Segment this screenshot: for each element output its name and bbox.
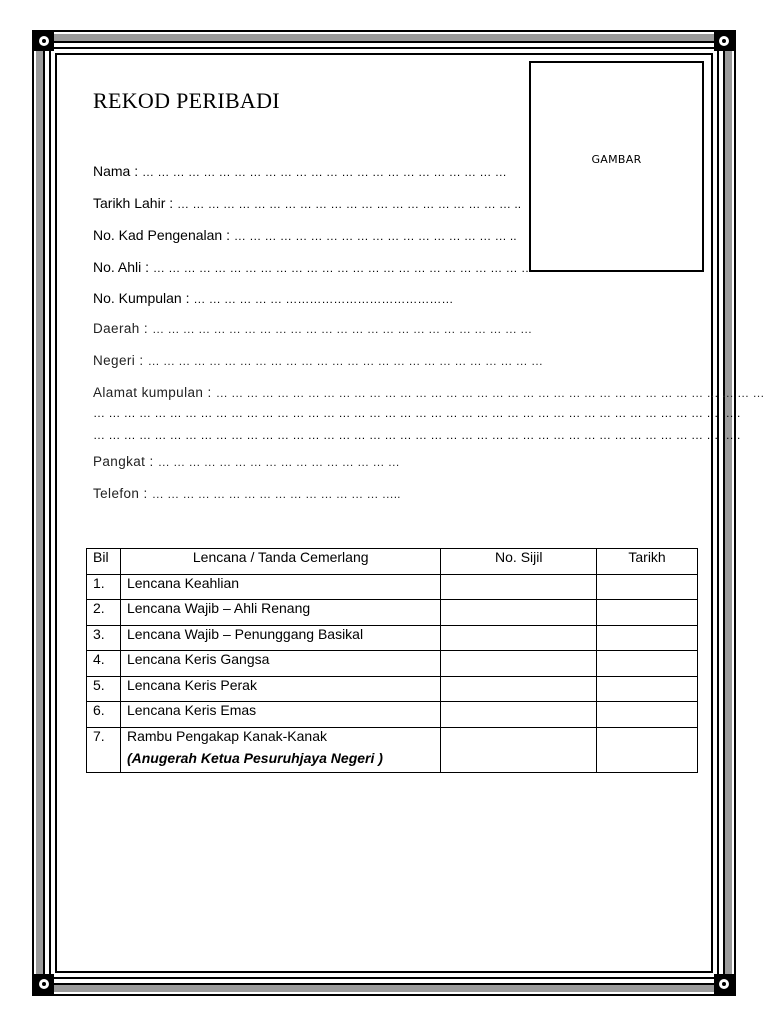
- field-pangkat: [93, 454, 400, 469]
- field-dots: … … … … … … … … … … … … … … … …..: [151, 487, 401, 501]
- field-label: Negeri :: [93, 353, 144, 368]
- row-badge-name: Lencana Wajib – Ahli Renang: [120, 600, 440, 626]
- row-bil: 4.: [87, 651, 121, 677]
- field-telefon: [93, 486, 400, 501]
- page-title: REKOD PERIBADI: [93, 88, 280, 113]
- row-badge-name: Lencana Keris Perak: [120, 676, 440, 702]
- field-dots: … … … … … … … … … … … … … … … … … … ..: [233, 229, 517, 243]
- table-row: [87, 600, 698, 626]
- table-row: [87, 727, 698, 772]
- row-cert-no-cell: [441, 574, 597, 600]
- field-label: Nama :: [93, 163, 139, 179]
- row-bil: 7.: [87, 727, 121, 772]
- field-no-ahli: [93, 259, 533, 275]
- address-line-2: … … … … … … … … … … … … … … … … … … … … … … … … … … … … … … … … … … … … … … … … … … .: [93, 406, 741, 420]
- table-header-row: [87, 549, 698, 575]
- row-date-cell: [597, 702, 698, 728]
- field-tarikh-lahir: [93, 195, 521, 211]
- field-dots: … … … … … … … … … … … … … … … … … … … … … … ..: [177, 197, 522, 211]
- corner-ornament-icon: [714, 31, 734, 51]
- corner-ornament-icon: [714, 974, 734, 994]
- table-row: [87, 702, 698, 728]
- field-dots: … … … … … … … … … … … … … … … … … … … … … … … … … … … … … … … … … … … …: [215, 386, 765, 400]
- field-label: Daerah :: [93, 321, 148, 336]
- field-no-kumpulan: [93, 290, 453, 306]
- row-cert-no-cell: [441, 727, 597, 772]
- row-bil: 1.: [87, 574, 121, 600]
- field-label: Pangkat :: [93, 454, 154, 469]
- field-dots: … … … … … … ……………………………………: [193, 292, 454, 306]
- corner-ornament-icon: [34, 31, 54, 51]
- column-header-bil: Bil: [87, 549, 121, 575]
- field-dots: … … … … … … … … … … … … … … … … … … … … … … … … …: [152, 261, 533, 275]
- table-row: [87, 651, 698, 677]
- field-negeri: [93, 353, 543, 368]
- row-bil: 3.: [87, 625, 121, 651]
- row-badge-name-cell: [120, 727, 440, 772]
- row-badge-name: Lencana Keris Gangsa: [120, 651, 440, 677]
- row-date-cell: [597, 600, 698, 626]
- photo-label: GAMBAR: [591, 153, 642, 166]
- row-badge-name: Rambu Pengakap Kanak-Kanak: [126, 727, 328, 744]
- field-dots: … … … … … … … … … … … … … … … …: [157, 455, 400, 469]
- field-daerah: [93, 321, 532, 336]
- row-badge-name: Lencana Keris Emas: [120, 702, 440, 728]
- row-date-cell: [597, 676, 698, 702]
- column-header-lencana: Lencana / Tanda Cemerlang: [120, 549, 440, 575]
- badges-table: [86, 548, 698, 773]
- column-header-tarikh: Tarikh: [597, 549, 698, 575]
- field-dots: … … … … … … … … … … … … … … … … … … … … … … … … …: [152, 322, 533, 336]
- field-alamat-kumpulan: [93, 385, 764, 400]
- field-label: Alamat kumpulan :: [93, 385, 212, 400]
- address-line-3: … … … … … … … … … … … … … … … … … … … … … … … … … … … … … … … … … … … … … … … … … … .: [93, 428, 741, 442]
- row-cert-no-cell: [441, 702, 597, 728]
- row-date-cell: [597, 625, 698, 651]
- field-label: No. Kumpulan :: [93, 290, 190, 306]
- field-label: Tarikh Lahir :: [93, 195, 174, 211]
- row-cert-no-cell: [441, 600, 597, 626]
- column-header-no-sijil: No. Sijil: [441, 549, 597, 575]
- row-cert-no-cell: [441, 676, 597, 702]
- row-badge-name: Lencana Keahlian: [120, 574, 440, 600]
- row-bil: 6.: [87, 702, 121, 728]
- row-cert-no-cell: [441, 625, 597, 651]
- field-label: Telefon :: [93, 486, 148, 501]
- row-bil: 2.: [87, 600, 121, 626]
- field-dots: … … … … … … … … … … … … … … … … … … … … … … … … … …: [147, 354, 543, 368]
- table-row: [87, 625, 698, 651]
- row-date-cell: [597, 651, 698, 677]
- field-nama: [93, 163, 507, 179]
- field-kad-pengenalan: [93, 227, 517, 243]
- field-label: No. Ahli :: [93, 259, 150, 275]
- table-row: [87, 574, 698, 600]
- row-bil: 5.: [87, 676, 121, 702]
- row-date-cell: [597, 574, 698, 600]
- field-dots: … … … … … … … … … … … … … … … … … … … … … … … …: [142, 165, 507, 179]
- row-badge-note: (Anugerah Ketua Pesuruhjaya Negeri ): [126, 749, 383, 766]
- field-label: No. Kad Pengenalan :: [93, 227, 230, 243]
- photo-placeholder: [529, 61, 704, 272]
- table-row: [87, 676, 698, 702]
- row-cert-no-cell: [441, 651, 597, 677]
- row-badge-name: Lencana Wajib – Penunggang Basikal: [120, 625, 440, 651]
- row-date-cell: [597, 727, 698, 772]
- corner-ornament-icon: [34, 974, 54, 994]
